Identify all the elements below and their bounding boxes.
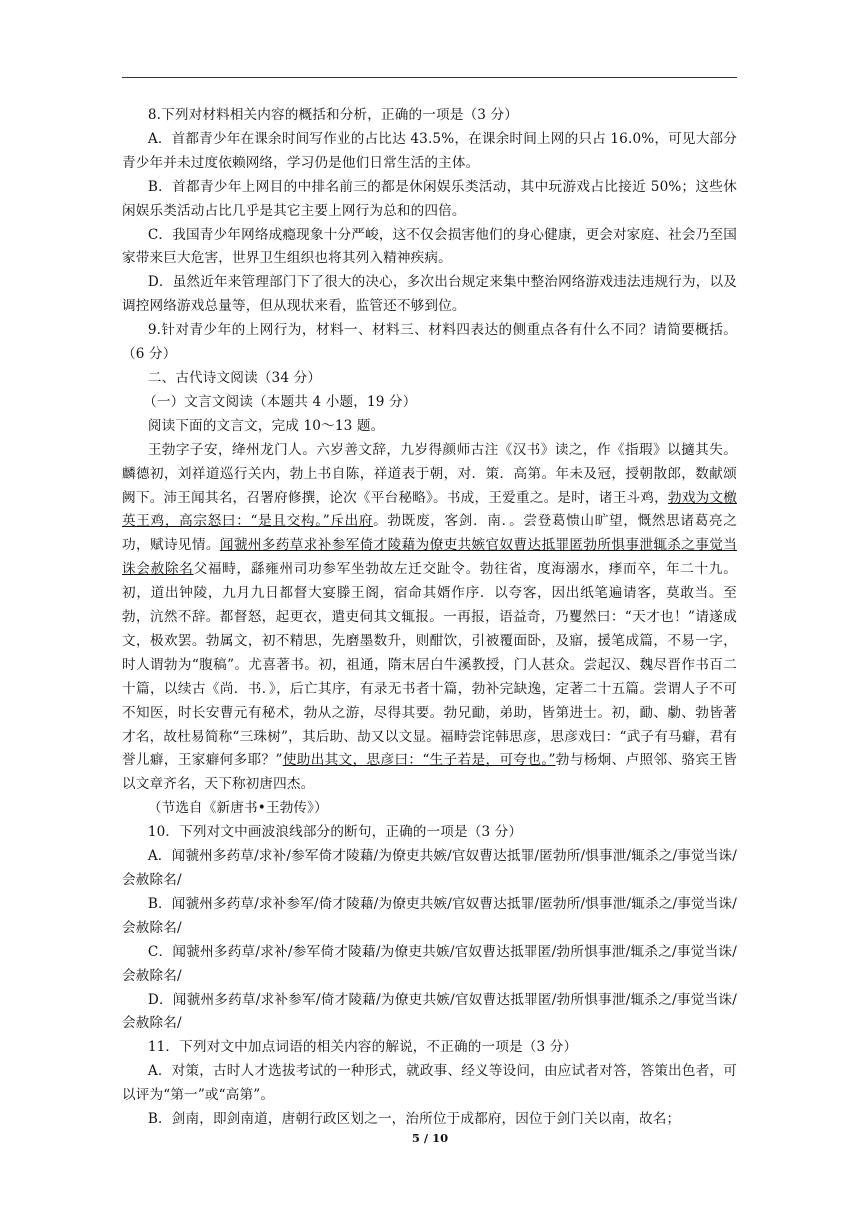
q11-option-b: B．剑南，即剑南道，唐朝行政区划之一，治所位于成都府，因位于剑门关以南，故名； (147, 1111, 681, 1128)
passage-text-3: 父福畤，繇雍州司功参军坐勃故左迁交趾令。勃往省，度海溺水，痵而卒，年二十九。初，道出钟陵，九月九日都督大宴滕王阁，宿命其婿作序．以夸客，因出纸笔遍请客，莫敢当。至勃，沆然不辞。都督怒，起更衣，遣吏伺其文辄报。一再报，语益奇，乃矍然曰：“天才也！”请遂成文，极欢罢。勃属文，初不精思，先磨墨数升，则酣饮，引被覆面卧，及寤，援笔成篇，不易一字，时人谓勃为“腹稿”。尤喜著书。初，祖通，隋末居白牛溪教授，门人甚众。尝起汉、魏尽晋作书百二十篇，以续古《尚．书．》，后亡其序，有录无书者十篇，勃补完缺逸，定著二十五篇。尝谓人子不可不知医，时长安曹元有秘术，勃从之游，尽得其要。勃兄勔，弟助，皆第进士。初，勔、勮、勃皆著才名，故杜易简称“三珠树”，其后助、劼又以文显。福畤尝诧韩思彦，思彦戏曰：“武子有马癖，君有誉儿癖，王家癖何多耶？” (122, 561, 737, 769)
q8-option-c: C．我国青少年网络成瘾现象十分严峻，这不仅会损害他们的身心健康，更会对家庭、社会乃至国家带来巨大危害，世界卫生组织也将其列入精神疾病。 (122, 226, 737, 267)
page-number: 5 / 10 (411, 1131, 449, 1145)
q10-stem: 10．下列对文中画波浪线部分的断句，正确的一项是（3 分） (147, 824, 523, 841)
passage-underlined-1: 勃戏为文檄英王鸡，高宗怒曰：“是且交构。”斥出府 (122, 489, 738, 530)
q8-stem: 8.下列对材料相关内容的概括和分析，正确的一项是（3 分） (147, 107, 518, 123)
q8-option-b: B．首都青少年上网目的中排名前三的都是休闲娱乐类活动，其中玩游戏占比接近 50%；这些休闲娱乐类活动占比几乎是其它主要上网行为总和的四倍。 (122, 178, 737, 219)
q8-option-a: A．首都青少年在课余时间写作业的占比达 43.5%，在课余时间上网的只占 16.0%，可见大部分青少年并未过度依赖网络，学习仍是他们日常生活的主体。 (122, 130, 737, 171)
instruction: 阅读下面的文言文，完成 10～13 题。 (147, 417, 385, 434)
passage-source: （节选自《新唐书•王勃传》） (147, 800, 328, 817)
passage (122, 439, 737, 798)
q10-option-a: A．闻虢州多药草/求补/参军倚才陵藉/为僚吏共嫉/官奴曹达抵罪/匿勃所/惧事泄/辄杀之/事觉当诛/会赦除名/ (122, 848, 737, 888)
q8-option-d: D．虽然近年来管理部门下了很大的决心，多次出台规定来集中整治网络游戏违法违规行为，以及调控网络游戏总量等，但从现状来看，监管还不够到位。 (122, 274, 737, 315)
q10-option-b: B．闻虢州多药草/求补参军/倚才陵藉/为僚吏共嫉/官奴曹达抵罪/匿勃所/惧事泄/辄杀之/事觉当诛/会赦除名/ (122, 895, 737, 936)
section-heading: 二、古代诗文阅读（34 分） (147, 369, 322, 386)
passage-text-1: 王勃字子安，绛州龙门人。六岁善文辞，九岁得颜师古注《汉书》读之，作《指瑕》以擿其失。麟德初，刘祥道巡行关内，勃上书自陈，祥道表于朝，对．策．高第。年未及冠，授朝散郎，数献颂阙下。沛王闻其名，召署府修撰，论次《平台秘略》。书成，王爱重之。是时，诸王斗鸡， (122, 441, 737, 506)
q9: 9.针对青少年的上网行为，材料一、材料三、材料四表达的侧重点各有什么不同？请简要概括。（6 分） (122, 322, 737, 363)
q10-option-c: C．闻虢州多药草/求补/参军倚才陵藉/为僚吏共嫉/官奴曹达抵罪匿/勃所惧事泄/辄杀之/事觉当诛/会赦除名/ (122, 943, 737, 984)
q11-stem: 11．下列对文中加点词语的相关内容的解说，不正确的一项是（3 分） (147, 1039, 578, 1056)
passage-text-4: 勃与杨炯、卢照邻、骆宾王皆以文章齐名，天下称初唐四杰。 (122, 752, 738, 793)
q11-option-a: A．对策，古时人才选拔考试的一种形式，就政事、经义等设问，由应试者对答，答策出色者，可以评为“第一”或“高第”。 (122, 1063, 737, 1104)
subsection-heading: （一）文言文阅读（本题共 4 小题，19 分） (143, 393, 417, 410)
q10-option-d: D．闻虢州多药草/求补参军/倚才陵藉/为僚吏共嫉/官奴曹达抵罪匿/勃所惧事泄/辄杀之/事觉当诛/会赦除名/ (122, 991, 737, 1032)
header-rule (122, 77, 737, 78)
page-content (122, 104, 737, 1132)
passage-underlined-2: 使助出其文，思彦曰：“生子若是，可夸也。” (282, 752, 556, 769)
passage-wavy-section: 闻虢州多药草求补参军倚才陵藉为僚吏共嫉官奴曹达抵罪匿勃所惧事泄辄杀之事觉当诛会赦除名 (122, 537, 737, 578)
passage-text-2: 。勃既废，客剑．南．。尝登葛愦山旷望，慨然思诸葛亮之功，赋诗见情。 (122, 513, 737, 554)
